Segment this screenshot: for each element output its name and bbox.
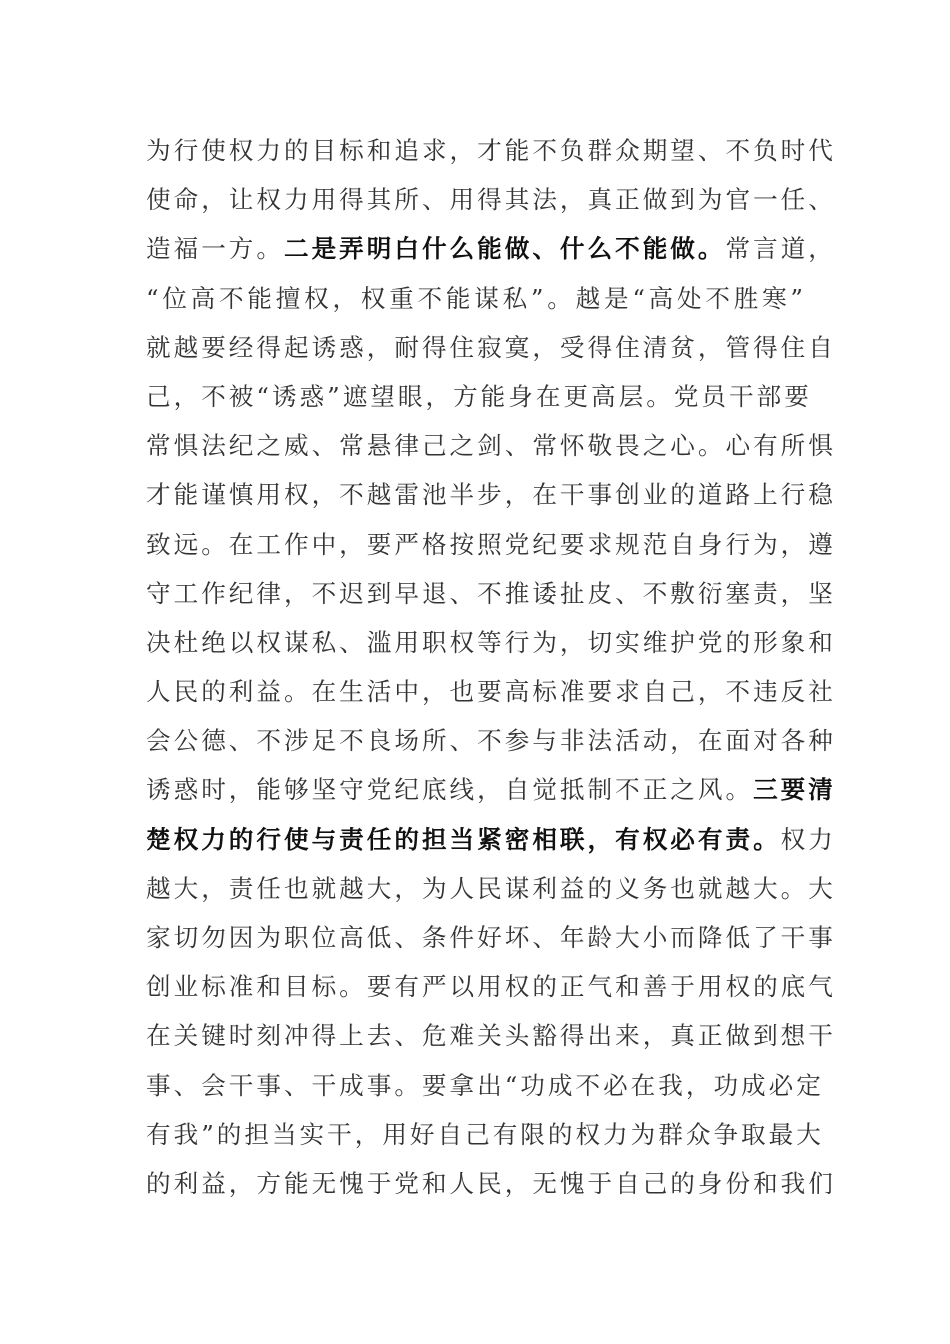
text-line bbox=[146, 1159, 836, 1208]
text-line bbox=[146, 815, 836, 864]
text-segment: 常言道， bbox=[725, 234, 836, 264]
text-line bbox=[146, 765, 836, 814]
text-segment: 越大，责任也就越大，为人民谋利益的义务也就越大。大 bbox=[146, 873, 836, 903]
text-segment: 诱惑时，能够坚守党纪底线，自觉抵制不正之风。 bbox=[146, 775, 754, 805]
text-line bbox=[146, 470, 836, 519]
bold-text-segment: 二是弄明白什么能做、什么不能做。 bbox=[283, 234, 726, 264]
text-segment: 会公德、不涉足不良场所、不参与非法活动，在面对各种 bbox=[146, 726, 836, 756]
text-line bbox=[146, 1061, 824, 1110]
text-line bbox=[146, 372, 812, 421]
text-line bbox=[146, 126, 836, 175]
text-segment: 就越要经得起诱惑，耐得住寂寞，受得住清贫，管得住自 bbox=[146, 332, 836, 362]
text-line bbox=[146, 1011, 836, 1060]
text-line bbox=[146, 323, 836, 372]
text-segment: 己，不被“诱惑”遮望眼，方能身在更高层。党员干部要 bbox=[146, 381, 812, 411]
text-line bbox=[146, 913, 836, 962]
text-line bbox=[146, 864, 836, 913]
text-segment: 常惧法纪之威、常悬律己之剑、常怀敬畏之心。心有所惧 bbox=[146, 431, 836, 461]
text-segment: 的利益，方能无愧于党和人民，无愧于自己的身份和我们 bbox=[146, 1168, 836, 1198]
text-line bbox=[146, 421, 836, 470]
bold-text-segment: 楚权力的行使与责任的担当紧密相联，有权必有责。 bbox=[146, 824, 781, 854]
text-segment: “位高不能擅权，权重不能谋私”。越是“高处不胜寒” bbox=[146, 283, 806, 313]
text-segment: 权力 bbox=[780, 824, 836, 854]
text-segment: 人民的利益。在生活中，也要高标准要求自己，不违反社 bbox=[146, 677, 836, 707]
text-line bbox=[146, 667, 836, 716]
text-segment: 致远。在工作中，要严格按照党纪要求规范自身行为，遵 bbox=[146, 529, 836, 559]
text-line bbox=[146, 224, 836, 273]
bold-text-segment: 三要清 bbox=[753, 775, 836, 805]
text-segment: 才能谨慎用权，不越雷池半步，在干事创业的道路上行稳 bbox=[146, 480, 836, 510]
text-segment: 在关键时刻冲得上去、危难关头豁得出来，真正做到想干 bbox=[146, 1021, 836, 1051]
text-line bbox=[146, 962, 836, 1011]
text-segment: 决杜绝以权谋私、滥用职权等行为，切实维护党的形象和 bbox=[146, 627, 836, 657]
body-text bbox=[146, 126, 836, 1208]
text-segment: 为行使权力的目标和追求，才能不负群众期望、不负时代 bbox=[146, 136, 836, 165]
text-segment: 有我”的担当实干，用好自己有限的权力为群众争取最大 bbox=[146, 1119, 824, 1149]
text-segment: 使命，让权力用得其所、用得其法，真正做到为官一任、 bbox=[146, 185, 836, 215]
text-segment: 守工作纪律，不迟到早退、不推诿扯皮、不敷衍塞责，坚 bbox=[146, 578, 836, 608]
text-line bbox=[146, 1110, 824, 1159]
text-line bbox=[146, 569, 836, 618]
text-line bbox=[146, 618, 836, 667]
text-line bbox=[146, 520, 836, 569]
text-segment: 事、会干事、干成事。要拿出“功成不必在我，功成必定 bbox=[146, 1070, 824, 1100]
text-line bbox=[146, 175, 836, 224]
text-segment: 家切勿因为职位高低、条件好坏、年龄大小而降低了干事 bbox=[146, 923, 836, 952]
text-segment: 创业标准和目标。要有严以用权的正气和善于用权的底气 bbox=[146, 972, 836, 1002]
text-line bbox=[146, 274, 806, 323]
text-line bbox=[146, 716, 836, 765]
text-segment: 造福一方。 bbox=[146, 234, 284, 264]
